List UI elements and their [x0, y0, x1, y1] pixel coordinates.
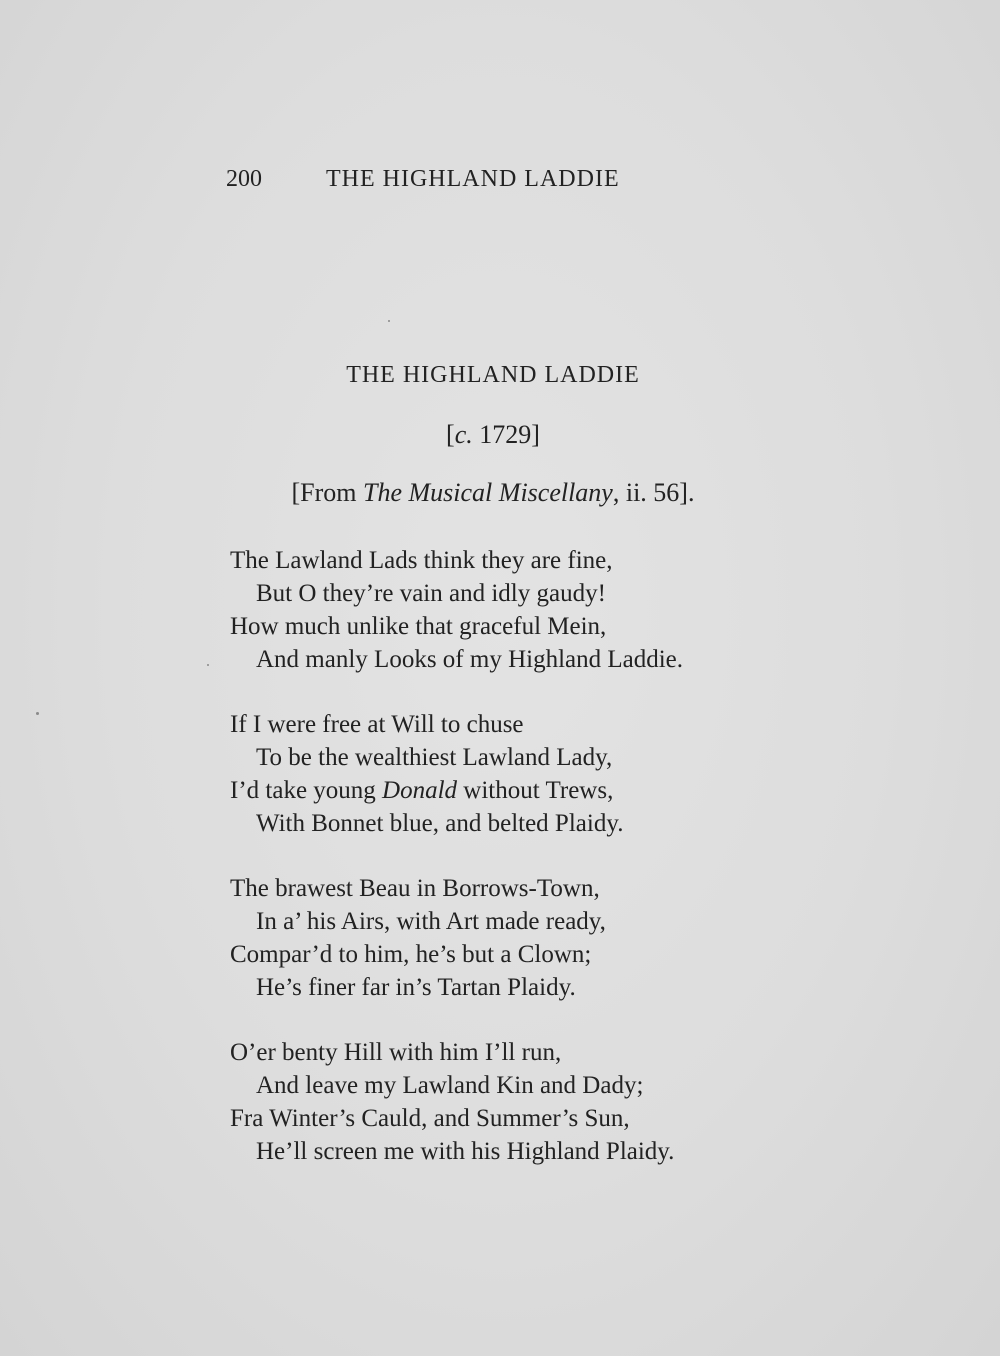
date-prefix: [ [446, 420, 455, 449]
verse-line: He’ll screen me with his Highland Plaidy. [256, 1138, 675, 1165]
verse-line: And leave my Lawland Kin and Dady; [256, 1072, 644, 1099]
italic-name: Donald [382, 777, 458, 804]
source-work: The Musical Miscellany [363, 478, 613, 507]
stanza-3 [230, 872, 750, 1004]
verse-line: How much unlike that graceful Mein, [230, 613, 607, 640]
date-abbrev: c. [454, 420, 473, 449]
source-prefix: [From [291, 478, 364, 507]
verse-line: O’er benty Hill with him I’ll run, [230, 1039, 562, 1066]
running-head [226, 166, 666, 198]
verse-line: He’s finer far in’s Tartan Plaidy. [256, 974, 576, 1001]
poem-source [0, 478, 986, 508]
verse-fragment: I’d take young [230, 777, 383, 804]
verse-line: But O they’re vain and idly gaudy! [256, 580, 606, 607]
source-suffix: , ii. 56]. [612, 478, 695, 507]
stanza-4 [230, 1036, 750, 1168]
verse-line: Compar’d to him, he’s but a Clown; [230, 941, 592, 968]
verse-line [230, 774, 750, 807]
poem-body [230, 544, 750, 1200]
paper-speck [388, 320, 390, 322]
poem-date [0, 420, 986, 450]
verse-line: And manly Looks of my Highland Laddie. [256, 646, 684, 673]
paper-speck [207, 664, 209, 666]
verse-fragment: without Trews, [457, 777, 614, 804]
poem-title: THE HIGHLAND LADDIE [346, 362, 640, 388]
paper-speck [36, 712, 39, 715]
stanza-2 [230, 708, 750, 840]
verse-line: In a’ his Airs, with Art made ready, [256, 908, 606, 935]
verse-line: The Lawland Lads think they are fine, [230, 547, 613, 574]
verse-line: With Bonnet blue, and belted Plaidy. [256, 810, 624, 837]
stanza-1 [230, 544, 750, 676]
date-year: 1729] [479, 420, 540, 449]
verse-line: The brawest Beau in Borrows-Town, [230, 875, 600, 902]
verse-line: Fra Winter’s Cauld, and Summer’s Sun, [230, 1105, 630, 1132]
verse-line: If I were free at Will to chuse [230, 711, 524, 738]
running-title: THE HIGHLAND LADDIE [326, 166, 620, 192]
verse-line: To be the wealthiest Lawland Lady, [256, 744, 613, 771]
page-number: 200 [226, 166, 262, 192]
